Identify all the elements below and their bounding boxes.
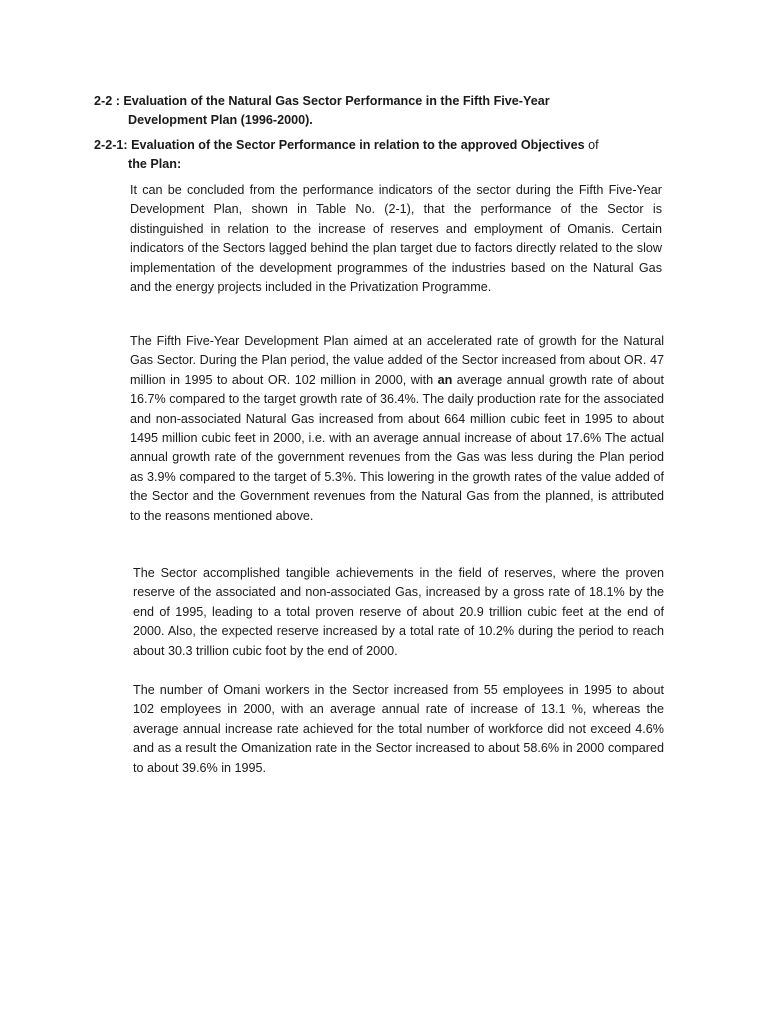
subsection-number: 2-2-1:: [94, 138, 128, 152]
paragraph-performance-summary: It can be concluded from the performance indicators of the sector during the Fifth Five-Year Development Plan, shown in Table No. (2-1), that the performance of the Sector is distinguished in relation to the increase of reserves and employment of Omanis. Certain indicators of the Sectors lagged behind the plan target due to factors directly related to the slow implementation of the development programmes of the industries based on the Natural Gas and the energy projects included in the Privatization Programme.: [130, 183, 662, 295]
paragraph-growth-rates: [130, 332, 664, 526]
subsection-title-normal: of: [588, 138, 599, 152]
section-title-line2: Development Plan (1996-2000).: [128, 113, 313, 127]
section-title-line1: Evaluation of the Natural Gas Sector Performance in the Fifth Five-Year: [123, 94, 550, 108]
subsection-title-line2: the Plan:: [128, 157, 182, 171]
section-heading: [94, 92, 654, 130]
paragraph-growth-rates-part2: average annual growth rate of about 16.7% compared to the target growth rate of 36.4%. The daily production rate for the associated and non-associated Natural Gas increased from about 664 million cubic feet in 1995 to about 1495 million cubic feet in 2000, i.e. with an average annual increase of about 17.6% The actual annual growth rate of the government revenues from the Gas was less during the Plan period as 3.9% compared to the target of 5.3%. This lowering in the growth rates of the value added of the Sector and the Government revenues from the Natural Gas from the planned, is attributed to the reasons mentioned above.: [130, 372, 665, 523]
section-number: 2-2 :: [94, 94, 120, 108]
paragraph-growth-rates-bold: an: [437, 372, 453, 387]
paragraph-growth-rates-part1: The Fifth Five-Year Development Plan aimed at an accelerated rate of growth for the Natural Gas Sector. During the Plan period, the value added of the Sector increased from about OR. 47 million in 1995 to about OR. 102 million in 2000, with: [130, 334, 664, 387]
subsection-heading: [94, 136, 714, 174]
paragraph-omanization: The number of Omani workers in the Sector increased from 55 employees in 1995 to about 102 employees in 2000, with an average annual rate of increase of 13.1 %, whereas the average annual increase rate achieved for the total number of workforce did not exceed 4.6% and as a result the Omanization rate in the Sector increased to about 58.6% in 2000 compared to about 39.6% in 1995.: [133, 683, 664, 775]
paragraph-reserves: The Sector accomplished tangible achievements in the field of reserves, where the proven reserve of the associated and non-associated Gas, increased by a gross rate of 18.1% by the end of 1995, leading to a total proven reserve of about 20.9 trillion cubic feet at the end of 2000. Also, the expected reserve increased by a total rate of 10.2% during the period to reach about 30.3 trillion cubic foot by the end of 2000.: [133, 566, 664, 658]
subsection-title-bold: Evaluation of the Sector Performance in relation to the approved Objectives: [131, 138, 585, 152]
